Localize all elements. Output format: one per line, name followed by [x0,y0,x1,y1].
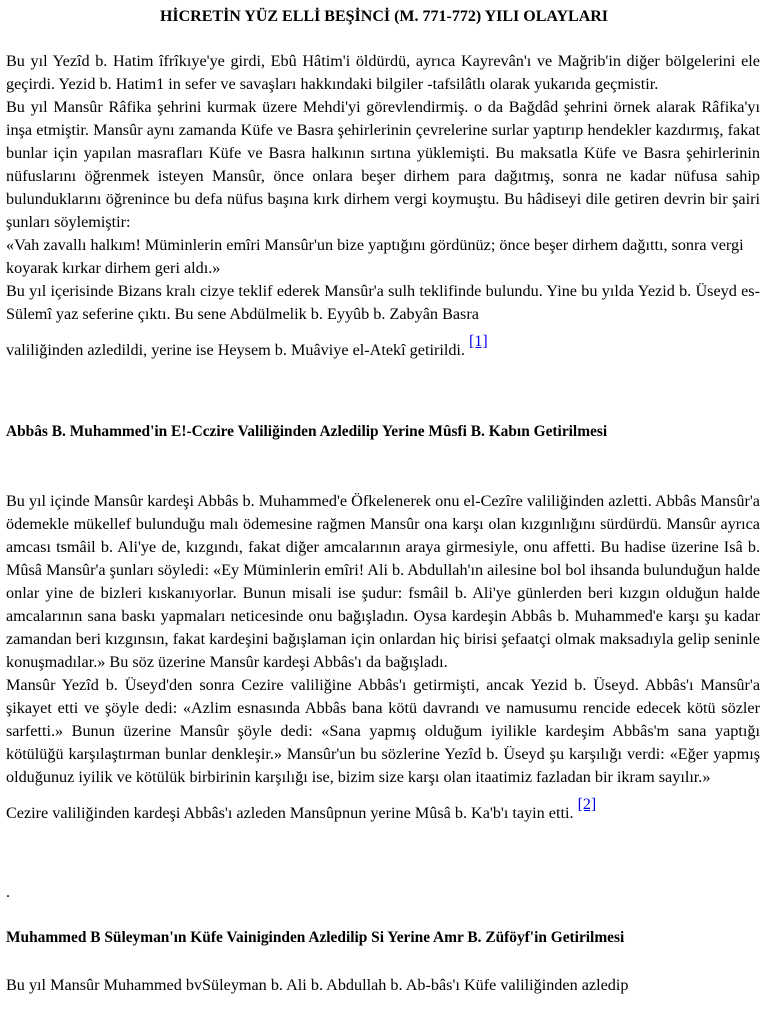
paragraph: Bu yıl Yezîd b. Hatim îfrîkıye'ye girdi, Ebû Hâtim'i öldürdü, ayrıca Kayrevân'ı ve Mağrib'in diğer bölgelerini ele geçirdi. Yezid b. Hatim1 in sefer ve savaşları hakkındaki bilgiler -tafsilâtlı olarak yukarıda geçmistir. [6,52,760,93]
paragraph-last-line [6,330,760,362]
paragraph: Mansûr Yezîd b. Üseyd'den sonra Cezire valiliğine Abbâs'ı getirmişti, ancak Yezid b. Üseyd. Abbâs'ı Mansûr'a şikayet etti ve şöyle dedi: «Azlim esnasında Abbâs bana kötü davrandı ve namusumu rencide edecek kötü sözler sarfetti.» Bunun üzerine Mansûr şöyle dedi: «Sana yapmış olduğum iyilikle kardeşim Abbâs'm sana yaptığı kötülüğü karşılaştırman bunlar denkleşir.» Mansûr'un bu sözlerine Yezîd b. Üseyd şu karşılığı verdi: «Eğer yapmış olduğunuz iyilik ve kötülük birbirinin karşılığı ise, bizim size karşı olan itaatimiz fazladan bir ikram sayılır.» [6,676,760,786]
paragraph-last-line [6,793,760,825]
section-heading: Abbâs B. Muhammed'in E!-Cczire Valiliğinden Azledilip Yerine Mûsfi B. Kabın Getirilmesi [6,423,608,440]
section-heading: Muhammed B Süleyman'ın Küfe Vainiginden Azledilip Si Yerine Amr B. Züföyf'in Getirilmesi [6,929,625,946]
paragraph-text: Cezire valiliğinden kardeşi Abbâs'ı azleden Mansûpnun yerine Mûsâ b. Ka'b'ı tayin etti. [6,804,574,822]
paragraph: «Vah zavallı halkım! Müminlerin emîri Mansûr'un bize yaptığını gördünüz; önce beşer dirhem dağıttı, sonra vergi koyarak kırkar dirhem geri aldı.» [6,236,744,277]
footnote-link[interactable]: [1] [469,333,488,350]
footnote-link[interactable]: [2] [577,796,597,813]
paragraph: Bu yıl Mansûr Muhammed bvSüleyman b. Ali b. Abdullah b. Ab-bâs'ı Küfe valiliğinden azledip [6,976,629,994]
section-1-body [6,50,760,362]
paragraph: Bu yıl Mansûr Râfika şehrini kurmak üzere Mehdi'yi görevlendirmiş. o da Bağdâd şehrini örnek alarak Râfika'yı inşa etmiştir. Mansûr aynı zamanda Küfe ve Basra şehirlerinin çevrelerine surlar yaptırıp hendekler kazdırmış, fakat bunlar için yapılan masrafları Küfe ve Basra halkının sırtına yüklemişti. Bu maksatla Küfe ve Basra şehirlerinin nüfuslarını öğrenmek isteyen Mansûr, önce onlara beşer dirhem para dağıtmış, sonra ne kadar nüfusa sahip bulunduklarını öğrenince bu defa nüfus başına kırk dirhem vergi koymuştu. Bu hâdiseyi dile getiren devrin bir şairi şunları söylemiştir: [6,98,760,231]
paragraph: Bu yıl içerisinde Bizans kralı cizye teklif ederek Mansûr'a sulh teklifinde bulundu. Yine bu yılda Yezid b. Üseyd es-Sülemî yaz seferine çıktı. Bu sene Abdülmelik b. Eyyûb b. Zabyân Basra [6,282,760,323]
document-title: HİCRETİN YÜZ ELLİ BEŞİNCİ (M. 771-772) YILI OLAYLARI [159,8,609,25]
stray-mark: . [6,884,10,901]
paragraph: Bu yıl içinde Mansûr kardeşi Abbâs b. Muhammed'e Öfkelenerek onu el-Cezîre valiliğinden azletti. Abbâs Mansûr'a ödemekle mükellef bulunduğu malı ödemesine rağmen Mansûr ona karşı olan kızgınlığını sürdürdü. Mansûr ayrıca amcası tsmâil b. Ali'ye de, kızgındı, fakat diğer amcalarının araya girmesiyle, onu affetti. Bu hadise üzerine Isâ b. Mûsâ Mansûr'a şunları söyledi: «Ey Müminlerin emîri! Ali b. Abdullah'ın ailesine bol bol ihsanda bulunduğun halde onlar yine de bizleri kıskanıyorlar. Bunun misali ise şudur: fsmâil b. Ali'ye günlerden beri kızgın olduğun halde amcalarının sana baskı yapmaları neticesinde onu bağışladın. Oysa kardeşin Abbâs b. Muhammed'e karşı şu kadar zamandan beri kızgınsın, fakat kardeşini bağışlaman için onlardan hiç birisi şefaatçi olmak maksadıyla gelip seninle konuşmadılar.» Bu söz üzerine Mansûr kardeşi Abbâs'ı da bağışladı. [6,492,760,671]
section-3-body [6,974,760,997]
paragraph-text: valiliğinden azledildi, yerine ise Heysem b. Muâviye el-Atekî getirildi. [6,341,465,359]
section-2-body [6,490,760,825]
